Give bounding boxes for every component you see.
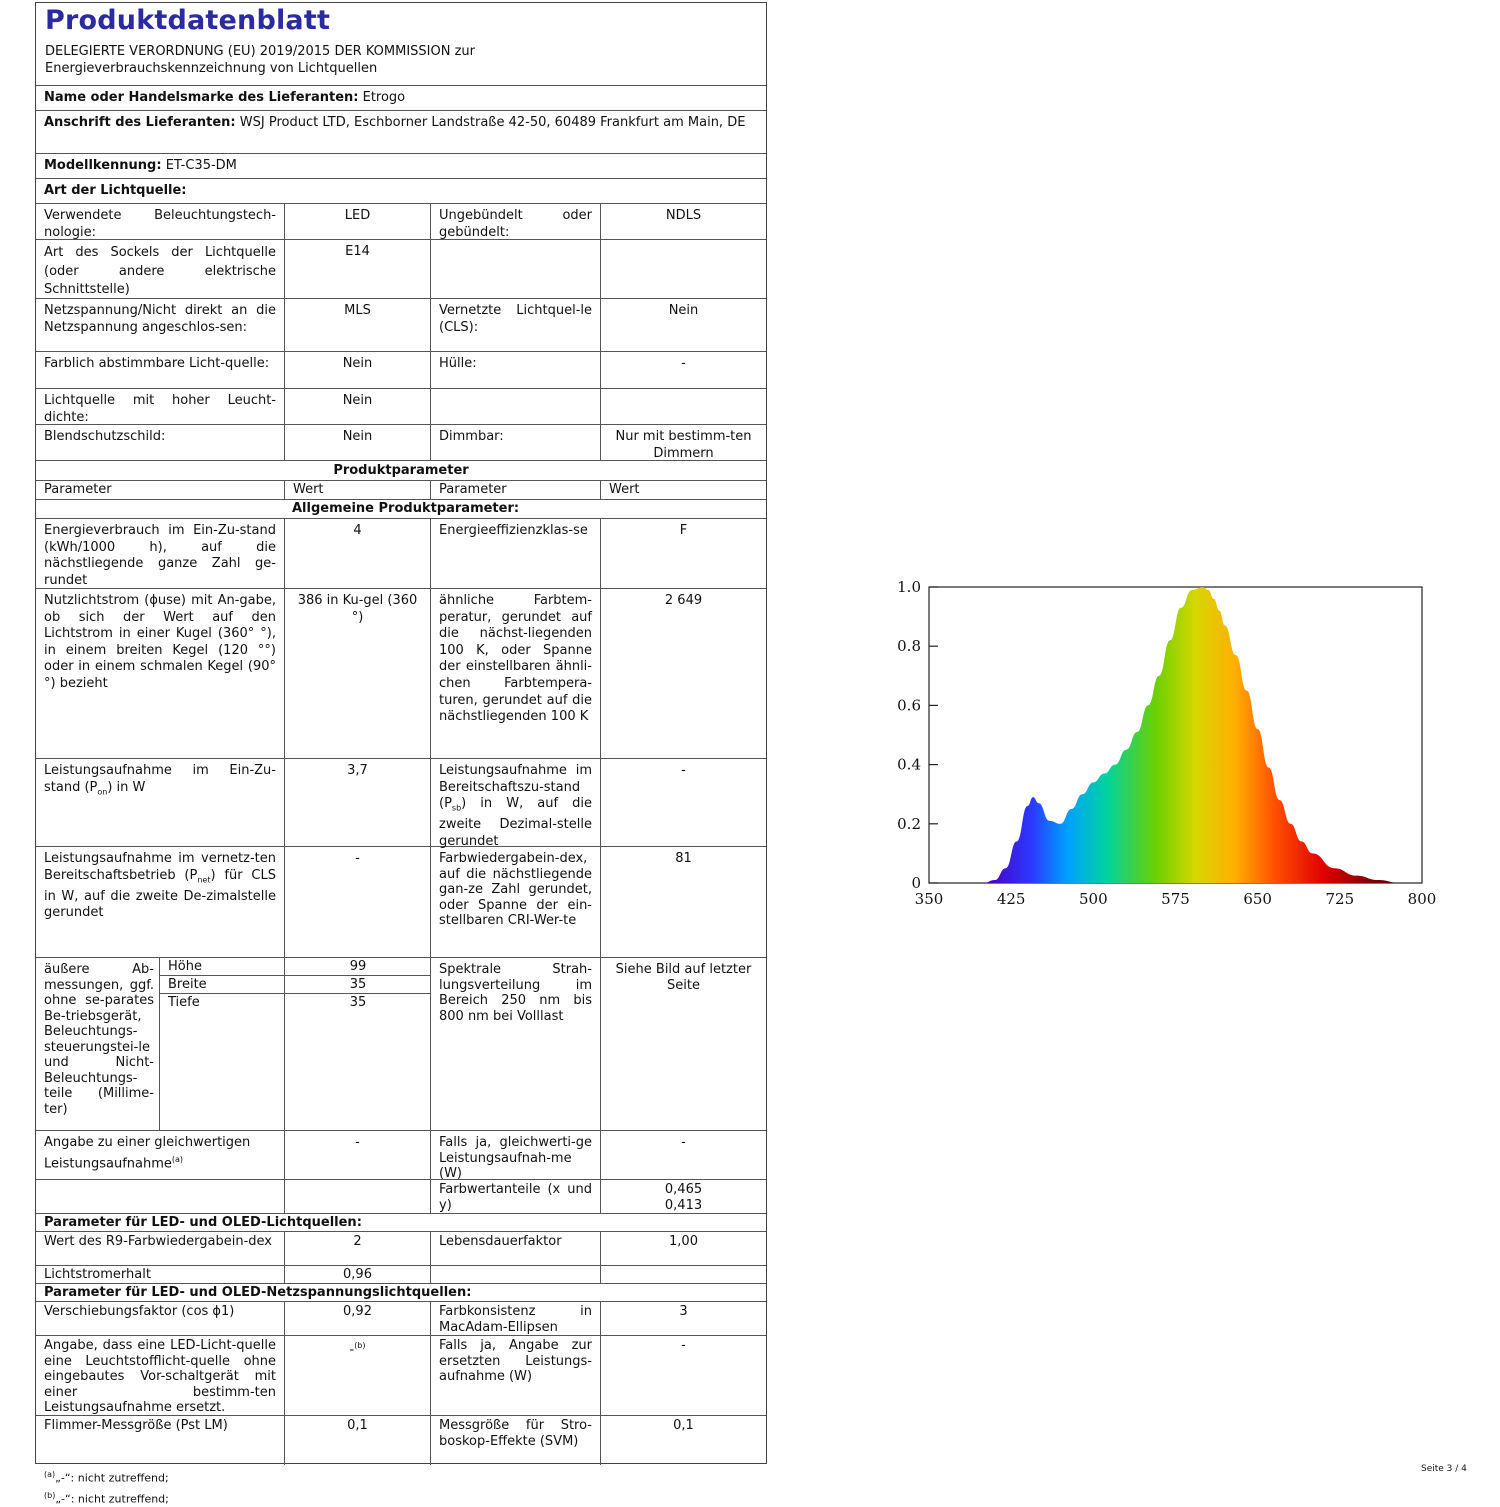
light-source-label: Verwendete Beleuchtungstech-nologie: <box>44 208 276 240</box>
light-source-label <box>430 240 600 298</box>
dimension-row <box>160 994 431 1130</box>
on-mode-power-label: Leistungsaufnahme im Ein-Zu-stand $(P_{on})$ in W <box>44 763 276 797</box>
luminous-flux-label: Nutzlichtstrom (ɸuse) mit An-gabe, ob sich der Wert auf den Lichtstrom in einer Kugel (360° °), in einem breiten Kegel (120 °°) oder in einem schmalen Kegel (90° °) bezieht <box>44 593 276 691</box>
luminous-flux-value: 386 in Ku-gel (360 °) <box>284 589 430 758</box>
light-source-row <box>36 204 766 240</box>
light-source-label <box>430 389 600 424</box>
color-consistency-value: 3 <box>600 1302 766 1335</box>
efficiency-class-label: Energieeffizienzklas-se <box>430 519 600 588</box>
lumen-maintenance-row <box>36 1266 766 1284</box>
model-value: ET-C35-DM <box>165 158 237 173</box>
light-source-value: Nur mit bestimm-ten Dimmern <box>600 425 766 460</box>
displacement-factor-value: 0,92 <box>284 1302 430 1335</box>
light-source-type-row <box>36 179 766 204</box>
x-tick-label: 725 <box>1325 890 1355 908</box>
dimension-label: Höhe <box>168 959 202 974</box>
general-params-heading: Allgemeine Produktparameter: <box>292 501 520 516</box>
x-tick-label: 425 <box>996 890 1026 908</box>
replacement-power-label: Falls ja, Angabe zur ersetzten Leistungs-aufnahme (W) <box>430 1336 600 1415</box>
efficiency-class-value: F <box>600 519 766 588</box>
value-col-header: Wert <box>600 481 766 499</box>
product-data-sheet <box>35 2 767 1464</box>
energy-row <box>36 519 766 589</box>
led-params-heading: Parameter für LED- und OLED-Lichtquellen: <box>44 1215 362 1230</box>
y-tick-label: 0.6 <box>897 696 921 715</box>
color-consistency-label: Farbkonsistenz in MacAdam-Ellipsen <box>430 1302 600 1335</box>
light-source-value: NDLS <box>600 204 766 239</box>
regulation-text: DELEGIERTE VERORDNUNG (EU) 2019/2015 DER KOMMISSION zur Energieverbrauchskennzeichnung von Lichtquellen <box>45 44 475 76</box>
light-source-row <box>36 389 766 425</box>
chromaticity-row <box>36 1180 766 1214</box>
light-source-value: Nein <box>284 389 430 424</box>
light-source-type-label: Art der Lichtquelle: <box>44 183 187 198</box>
dimensions-row <box>36 958 766 1131</box>
replacement-claim-value: -$^{(b)}$ <box>284 1336 430 1415</box>
flicker-row <box>36 1416 766 1465</box>
standby-power-value: - <box>600 759 766 846</box>
param-col-header: Parameter <box>430 481 600 499</box>
dimension-value: 99 <box>284 958 431 975</box>
light-source-label: Art des Sockels der Lichtquelle (oder andere elektrische Schnittstelle) <box>44 245 276 297</box>
light-source-label: Farblich abstimmbare Licht-quelle: <box>44 356 270 371</box>
energy-consumption-label: Energieverbrauch im Ein-Zu-stand (kWh/1000 h), auf die nächstliegende ganze Zahl ge-rundet <box>44 523 276 588</box>
footnote: $^{(a)}$„-“: nicht zutreffend; <box>44 1470 169 1485</box>
light-source-row <box>36 352 766 389</box>
lumen-maintenance-value: 0,96 <box>284 1266 430 1283</box>
replacement-claim-label: Angabe, dass eine LED-Licht-quelle eine Leuchtstofflicht-quelle ohne eingebautes Vor-schaltgerät mit einer bestimm-ten Leistungsaufnahme ersetzt. <box>44 1338 276 1415</box>
networked-power-row <box>36 847 766 958</box>
page-title: Produktdatenblatt <box>45 5 331 36</box>
led-params-heading-row <box>36 1214 766 1232</box>
y-tick-label: 0 <box>911 874 921 892</box>
model-label: Modellkennung: <box>44 158 162 173</box>
light-source-label: Lichtquelle mit hoher Leucht-dichte: <box>44 393 276 425</box>
on-mode-power-value: 3,7 <box>284 759 430 846</box>
mains-params-heading-row <box>36 1284 766 1302</box>
y-tick-label: 1.0 <box>897 578 921 596</box>
equivalent-power-yes-label: Falls ja, gleichwerti-ge Leistungsaufnah-me (W) <box>430 1131 600 1179</box>
y-tick-label: 0.8 <box>897 637 921 656</box>
dimension-label: Tiefe <box>168 995 200 1010</box>
flicker-value: 0,1 <box>284 1416 430 1465</box>
supplier-name-value: Etrogo <box>362 90 406 105</box>
chromaticity-value <box>600 1180 766 1213</box>
supplier-address-value: WSJ Product LTD, Eschborner Landstraße 42-50, 60489 Frankfurt am Main, DE <box>239 115 746 130</box>
dimension-value: 35 <box>284 976 431 993</box>
empty-cell <box>430 1266 600 1283</box>
spectral-distribution-chart <box>880 570 1460 950</box>
color-temperature-label: ähnliche Farbtem-peratur, gerundet auf die nächst-liegenden 100 K, oder Spanne der einstellbaren ähnli-chen Farbtempera-turen, gerundet auf die nächstliegenden 100 K <box>430 589 600 758</box>
chromaticity-y: 0,413 <box>664 1197 703 1213</box>
light-source-label: Netzspannung/Nicht direkt an die Netzspannung angeschlos-sen: <box>44 303 276 335</box>
light-source-row <box>36 425 766 461</box>
r9-value: 2 <box>284 1232 430 1265</box>
x-tick-label: 800 <box>1407 890 1437 908</box>
param-col-header: Parameter <box>44 482 112 497</box>
param-header-row <box>36 481 766 500</box>
cri-value: 81 <box>600 847 766 957</box>
survival-factor-label: Lebensdauerfaktor <box>430 1232 600 1265</box>
dimension-label: Breite <box>168 977 207 992</box>
equivalent-power-yes-value: - <box>600 1131 766 1179</box>
footnote: $^{(b)}$„-“: nicht zutreffend; <box>44 1490 169 1506</box>
x-tick-label: 350 <box>914 890 944 908</box>
svm-value: 0,1 <box>600 1416 766 1465</box>
light-source-label: Blendschutzschild: <box>44 429 166 444</box>
svm-label: Messgröße für Stro-boskop-Effekte (SVM) <box>430 1416 600 1465</box>
standby-power-label: Leistungsaufnahme im Bereitschaftszu-stand $(P_{sb})$ in W, auf die zweite Dezimal-stelle gerundet <box>430 759 600 846</box>
flicker-label: Flimmer-Messgröße (Pst LM) <box>44 1418 228 1433</box>
light-source-value: - <box>600 352 766 388</box>
x-tick-label: 650 <box>1243 890 1272 908</box>
chromaticity-label: Farbwertanteile (x und y) <box>430 1180 600 1213</box>
flux-row <box>36 589 766 759</box>
supplier-address-row <box>36 111 766 154</box>
replacement-row <box>36 1336 766 1416</box>
networked-standby-value: - <box>284 847 430 957</box>
product-params-heading-row <box>36 461 766 481</box>
spectrum-value: Siehe Bild auf letzter Seite <box>600 958 766 1130</box>
light-source-row <box>36 240 766 299</box>
energy-consumption-value: 4 <box>284 519 430 588</box>
dimension-row <box>160 976 431 994</box>
value-col-header: Wert <box>284 481 430 499</box>
networked-standby-label: Leistungsaufnahme im vernetz-ten Bereitschaftsbetrieb $(P_{net})$ für CLS in W, auf die zweite De-zimalstelle gerundet <box>44 851 276 921</box>
dimension-value: 35 <box>284 994 431 1130</box>
light-source-value <box>600 240 766 298</box>
light-source-value: Nein <box>284 425 430 460</box>
light-source-value <box>600 389 766 424</box>
survival-factor-value: 1,00 <box>600 1232 766 1265</box>
light-source-value: E14 <box>284 240 430 298</box>
light-source-value: LED <box>284 204 430 239</box>
spectrum-label: Spektrale Strah-lungsverteilung im Bereich 250 nm bis 800 nm bei Volllast <box>430 958 600 1130</box>
light-source-label: Hülle: <box>430 352 600 388</box>
light-source-label: Vernetzte Lichtquel-le (CLS): <box>430 299 600 351</box>
product-params-heading: Produktparameter <box>333 463 469 478</box>
x-tick-label: 500 <box>1079 890 1108 908</box>
light-source-value: Nein <box>284 352 430 388</box>
empty-cell <box>36 1180 284 1213</box>
lumen-maintenance-label: Lichtstromerhalt <box>44 1267 151 1282</box>
chromaticity-x: 0,465 <box>664 1182 703 1197</box>
cri-label: Farbwiedergabein-dex, auf die nächstliegende gan-ze Zahl gerundet, oder Spanne der ein-stellbaren CRI-Wer-te <box>430 847 600 957</box>
dimensions-label: äußere Ab-messungen, ggf. ohne se-parates Be-triebsgerät, Beleuchtungs-steuerungstei-le und Nicht-Beleuchtungs-teile (Millime-ter) <box>44 962 154 1117</box>
general-params-heading-row <box>36 500 766 519</box>
power-row <box>36 759 766 847</box>
r9-row <box>36 1232 766 1266</box>
spectrum-fill <box>929 587 1422 883</box>
color-temperature-value: 2 649 <box>600 589 766 758</box>
dimensions-subtable <box>159 958 430 1130</box>
light-source-row <box>36 299 766 352</box>
supplier-address-label: Anschrift des Lieferanten: <box>44 115 236 130</box>
displacement-row <box>36 1302 766 1336</box>
supplier-name-row <box>36 86 766 111</box>
y-tick-label: 0.2 <box>897 814 921 833</box>
light-source-value: MLS <box>284 299 430 351</box>
empty-cell <box>600 1266 766 1283</box>
equivalent-power-row <box>36 1131 766 1180</box>
light-source-label: Ungebündelt oder gebündelt: <box>430 204 600 239</box>
empty-cell <box>284 1180 430 1213</box>
header-block <box>36 3 766 86</box>
r9-label: Wert des R9-Farbwiedergabein-dex <box>44 1234 272 1249</box>
replacement-power-value: - <box>600 1336 766 1415</box>
y-tick-label: 0.4 <box>897 755 921 774</box>
equivalent-power-value: - <box>284 1131 430 1179</box>
x-tick-label: 575 <box>1161 890 1190 908</box>
equivalent-power-label: Angabe zu einer gleichwertigen Leistungsaufnahme$^{(a)}$ <box>44 1135 251 1171</box>
footnotes <box>44 1466 169 1507</box>
light-source-label: Dimmbar: <box>430 425 600 460</box>
model-row <box>36 154 766 179</box>
page-number: Seite 3 / 4 <box>1421 1464 1467 1474</box>
supplier-name-label: Name oder Handelsmarke des Lieferanten: <box>44 90 359 105</box>
mains-params-heading: Parameter für LED- und OLED-Netzspannungslichtquellen: <box>44 1285 472 1300</box>
displacement-factor-label: Verschiebungsfaktor (cos ɸ1) <box>44 1304 235 1319</box>
light-source-value: Nein <box>600 299 766 351</box>
dimension-row <box>160 958 431 976</box>
